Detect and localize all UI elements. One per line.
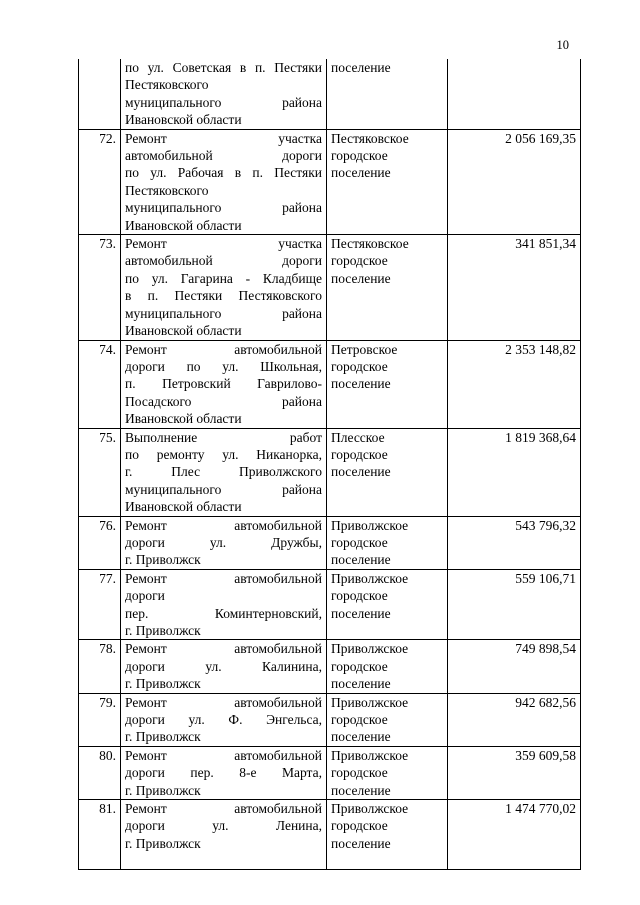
settlement [327,693,448,746]
settlement-line: Приволжское [331,801,409,817]
description-line: дороги [125,588,165,604]
settlement-line: городское [331,765,388,781]
settlement [327,129,448,234]
work-description [121,800,327,870]
description-line: муниципального района [125,481,322,497]
description-line: г. Плес Приволжского [125,464,322,480]
table-row [79,693,581,746]
table-row [79,516,581,569]
settlement [327,59,448,129]
settlement-line: Приволжское [331,747,409,763]
settlement-line: поселение [331,676,391,692]
settlement-line: городское [331,588,388,604]
work-description [121,746,327,799]
settlement-line: городское [331,658,388,674]
settlement-line: поселение [331,376,391,392]
settlement-line: городское [331,358,388,374]
settlement-line: поселение [331,782,391,798]
description-line: Выполнение работ [125,429,322,445]
description-line: Ремонт автомобильной [125,747,322,763]
settlement-line: городское [331,148,388,164]
description-line: по ул. Советская в п. Пестяки [125,60,322,75]
table-row [79,129,581,234]
settlement-line: поселение [331,270,391,286]
description-line: г. Приволжск [125,552,201,568]
table-body [79,59,581,870]
settlement-line: Приволжское [331,570,409,586]
work-description [121,569,327,640]
row-number: 75. [79,428,121,516]
amount: 559 106,71 [448,569,581,640]
description-line: дороги ул. Ленина, [125,818,322,834]
table-row [79,569,581,640]
settlement-line: городское [331,253,388,269]
table-row [79,640,581,693]
description-line: Ивановской области [125,217,242,233]
amount: 2 056 169,35 [448,129,581,234]
description-line: Ремонт автомобильной [125,341,322,357]
road-repair-table [78,59,581,870]
description-line: Ремонт автомобильной [125,517,322,533]
description-line: Пестяковского [125,182,209,198]
work-description [121,428,327,516]
row-number: 76. [79,516,121,569]
amount: 749 898,54 [448,640,581,693]
description-line: Посадского района [125,393,322,409]
description-line: дороги ул. Ф. Энгельса, [125,712,322,728]
row-number: 78. [79,640,121,693]
settlement-line: Пестяковское [331,236,409,252]
work-description [121,59,327,129]
settlement-line: Приволжское [331,641,409,657]
settlement-line: поселение [331,729,391,745]
settlement-line: городское [331,712,388,728]
table-row [79,746,581,799]
description-line: Ивановской области [125,411,242,427]
description-line: г. Приволжск [125,623,201,638]
settlement-line: городское [331,446,388,462]
settlement [327,516,448,569]
table-row [79,59,581,129]
description-line: по ул. Гагарина - Кладбище [125,270,322,286]
description-line: муниципального района [125,200,322,216]
amount: 1 819 368,64 [448,428,581,516]
description-line: пер. Коминтерновский, [125,605,322,621]
description-line: муниципального района [125,305,322,321]
description-line: муниципального района [125,94,322,110]
settlement-line: Пестяковское [331,130,409,146]
table-row [79,235,581,340]
description-line: в п. Пестяки Пестяковского [125,288,322,304]
settlement [327,746,448,799]
settlement-line: поселение [331,605,391,621]
table-row [79,428,581,516]
work-description [121,340,327,428]
settlement-line: поселение [331,464,391,480]
settlement-line: поселение [331,552,391,568]
description-line: п. Петровский Гаврилово- [125,376,322,392]
description-line: г. Приволжск [125,835,201,851]
settlement [327,428,448,516]
row-number: 72. [79,129,121,234]
description-line: по ремонту ул. Никанорка, [125,446,322,462]
work-description [121,640,327,693]
description-line: Ремонт автомобильной [125,641,322,657]
table-row [79,340,581,428]
description-line: Ремонт автомобильной [125,694,322,710]
description-line: Пестяковского [125,77,209,93]
amount: 942 682,56 [448,693,581,746]
description-line: Ремонт участка [125,130,322,146]
settlement-line: Плесское [331,429,385,445]
work-description [121,693,327,746]
description-line: г. Приволжск [125,729,201,745]
settlement-line: Петровское [331,341,398,357]
row-number: 79. [79,693,121,746]
amount: 543 796,32 [448,516,581,569]
settlement-line: поселение [331,165,391,181]
row-number: 73. [79,235,121,340]
amount: 359 609,58 [448,746,581,799]
description-line: дороги ул. Дружбы, [125,534,322,550]
row-number: 77. [79,569,121,640]
table-row [79,800,581,870]
page-number: 10 [556,38,569,52]
description-line: Ивановской области [125,112,242,128]
row-number: 80. [79,746,121,799]
row-number: 74. [79,340,121,428]
description-line: дороги пер. 8-е Марта, [125,765,322,781]
row-number: 81. [79,800,121,870]
work-description [121,235,327,340]
settlement [327,569,448,640]
description-line: автомобильной дороги [125,253,322,269]
description-line: г. Приволжск [125,676,201,692]
amount: 2 353 148,82 [448,340,581,428]
amount [448,59,581,129]
description-line: Ремонт участка [125,236,322,252]
description-line: Ивановской области [125,323,242,339]
description-line: Ивановской области [125,499,242,515]
settlement [327,235,448,340]
settlement [327,640,448,693]
settlement-line: Приволжское [331,517,409,533]
settlement-line: поселение [331,835,391,851]
description-line: дороги по ул. Школьная, [125,358,322,374]
settlement-line: Приволжское [331,694,409,710]
work-description [121,516,327,569]
settlement-line: поселение [331,60,391,75]
description-line: автомобильной дороги [125,148,322,164]
description-line: Ремонт автомобильной [125,570,322,586]
settlement-line: городское [331,534,388,550]
description-line: дороги ул. Калинина, [125,658,322,674]
settlement [327,800,448,870]
work-description [121,129,327,234]
description-line: по ул. Рабочая в п. Пестяки [125,165,322,181]
description-line: г. Приволжск [125,782,201,798]
amount: 1 474 770,02 [448,800,581,870]
settlement-line: городское [331,818,388,834]
settlement [327,340,448,428]
description-line: Ремонт автомобильной [125,801,322,817]
amount: 341 851,34 [448,235,581,340]
row-number [79,59,121,129]
